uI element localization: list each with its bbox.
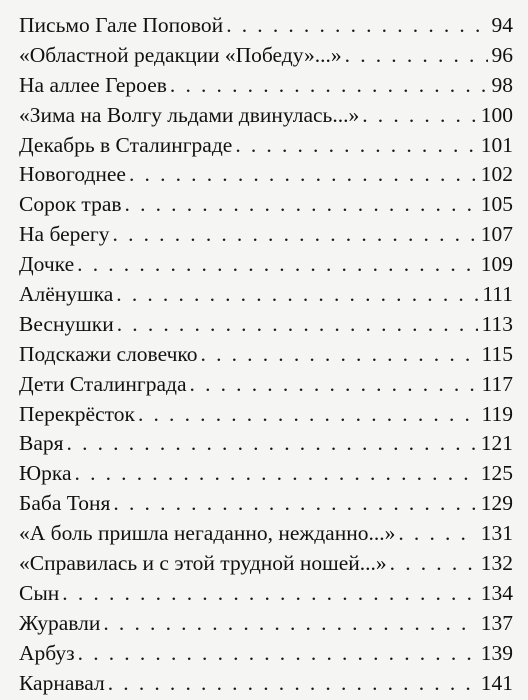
dot-leader — [116, 280, 478, 310]
toc-entry-title: Арбуз — [19, 640, 75, 665]
toc-entry — [19, 101, 513, 131]
toc-entry — [19, 669, 513, 699]
toc-entry-page-number: 102 — [480, 162, 513, 187]
toc-entry — [19, 41, 513, 71]
toc-entry-title: «Справилась и с этой трудной ношей...» — [19, 551, 387, 576]
toc-entry — [19, 609, 513, 639]
toc-entry-page-number: 105 — [480, 192, 513, 217]
toc-entry-page-number: 119 — [481, 401, 513, 426]
toc-entry-title: Журавли — [19, 610, 101, 635]
toc-entry-title: Письмо Гале Поповой — [19, 13, 224, 37]
toc-entry-page-number: 111 — [482, 282, 513, 307]
dot-leader — [77, 250, 477, 280]
dot-leader — [345, 41, 488, 71]
dot-leader — [103, 609, 476, 639]
dot-leader — [62, 579, 476, 609]
toc-entry-page-number: 100 — [480, 102, 513, 127]
dot-leader — [390, 549, 477, 579]
toc-entry-page-number: 139 — [480, 640, 513, 665]
toc-entry-page-number: 107 — [480, 222, 513, 247]
toc-entry-page-number: 141 — [480, 670, 513, 695]
toc-entry — [19, 310, 513, 340]
dot-leader — [138, 400, 478, 430]
toc-entry-page-number: 96 — [491, 42, 513, 67]
toc-entry-page-number: 101 — [480, 132, 513, 157]
toc-entry — [19, 579, 513, 609]
toc-entry-page-number: 109 — [480, 252, 513, 277]
toc-entry-title: Подскажи словечко — [19, 341, 198, 366]
toc-entry-page-number: 98 — [491, 72, 513, 97]
table-of-contents — [19, 11, 513, 698]
toc-entry-page-number: 121 — [480, 431, 513, 456]
dot-leader — [125, 190, 477, 220]
dot-leader — [398, 519, 476, 549]
toc-entry-title: Дочке — [19, 252, 75, 277]
toc-entry — [19, 280, 513, 310]
toc-entry-title: Новогоднее — [19, 162, 126, 187]
toc-entry — [19, 459, 513, 489]
toc-entry — [19, 11, 513, 41]
toc-entry — [19, 340, 513, 370]
toc-entry-title: Карнавал — [19, 670, 105, 695]
toc-entry-title: Алёнушка — [19, 282, 114, 307]
toc-entry-page-number: 134 — [480, 580, 513, 605]
toc-entry-page-number: 125 — [480, 461, 513, 486]
toc-entry-title: На аллее Героев — [19, 72, 167, 97]
dot-leader — [235, 131, 476, 161]
dot-leader — [75, 459, 477, 489]
toc-entry-page-number: 132 — [480, 551, 513, 576]
toc-entry-page-number: 113 — [481, 311, 513, 336]
toc-entry — [19, 220, 513, 250]
toc-entry-title: На берегу — [19, 222, 110, 247]
toc-entry — [19, 549, 513, 579]
toc-entry — [19, 489, 513, 519]
toc-entry — [19, 639, 513, 669]
dot-leader — [67, 429, 477, 459]
dot-leader — [201, 340, 478, 370]
toc-entry-title: Варя — [19, 431, 64, 456]
toc-entry — [19, 370, 513, 400]
toc-entry-title: Дети Сталинграда — [19, 371, 187, 396]
dot-leader — [113, 489, 476, 519]
toc-entry-page-number: 94 — [491, 13, 513, 37]
dot-leader — [129, 160, 477, 190]
toc-entry — [19, 519, 513, 549]
dot-leader — [108, 669, 477, 699]
toc-entry-page-number: 131 — [480, 521, 513, 546]
toc-entry-title: Сын — [19, 580, 60, 605]
toc-entry — [19, 190, 513, 220]
toc-entry-title: Веснушки — [19, 311, 114, 336]
toc-entry-page-number: 117 — [481, 371, 513, 396]
toc-entry-title: «Областной редакции «Победу»...» — [19, 42, 342, 67]
toc-entry — [19, 429, 513, 459]
toc-entry-page-number: 115 — [481, 341, 513, 366]
toc-entry — [19, 400, 513, 430]
toc-entry-title: «Зима на Волгу льдами двинулась...» — [19, 102, 360, 127]
dot-leader — [170, 71, 488, 101]
toc-entry-title: Баба Тоня — [19, 491, 111, 516]
dot-leader — [190, 370, 478, 400]
toc-entry — [19, 250, 513, 280]
toc-entry-page-number: 137 — [480, 610, 513, 635]
dot-leader — [117, 310, 478, 340]
dot-leader — [113, 220, 477, 250]
toc-entry-page-number: 129 — [480, 491, 513, 516]
toc-entry-title: Декабрь в Сталинграде — [19, 132, 233, 157]
toc-entry-title: Сорок трав — [19, 192, 122, 217]
dot-leader — [226, 11, 487, 41]
toc-entry — [19, 131, 513, 161]
toc-entry — [19, 71, 513, 101]
dot-leader — [78, 639, 477, 669]
toc-entry-title: Юрка — [19, 461, 72, 486]
toc-entry-title: Перекрёсток — [19, 401, 135, 426]
toc-entry-title: «А боль пришла негаданно, нежданно...» — [19, 521, 396, 546]
toc-entry — [19, 160, 513, 190]
dot-leader — [362, 101, 477, 131]
